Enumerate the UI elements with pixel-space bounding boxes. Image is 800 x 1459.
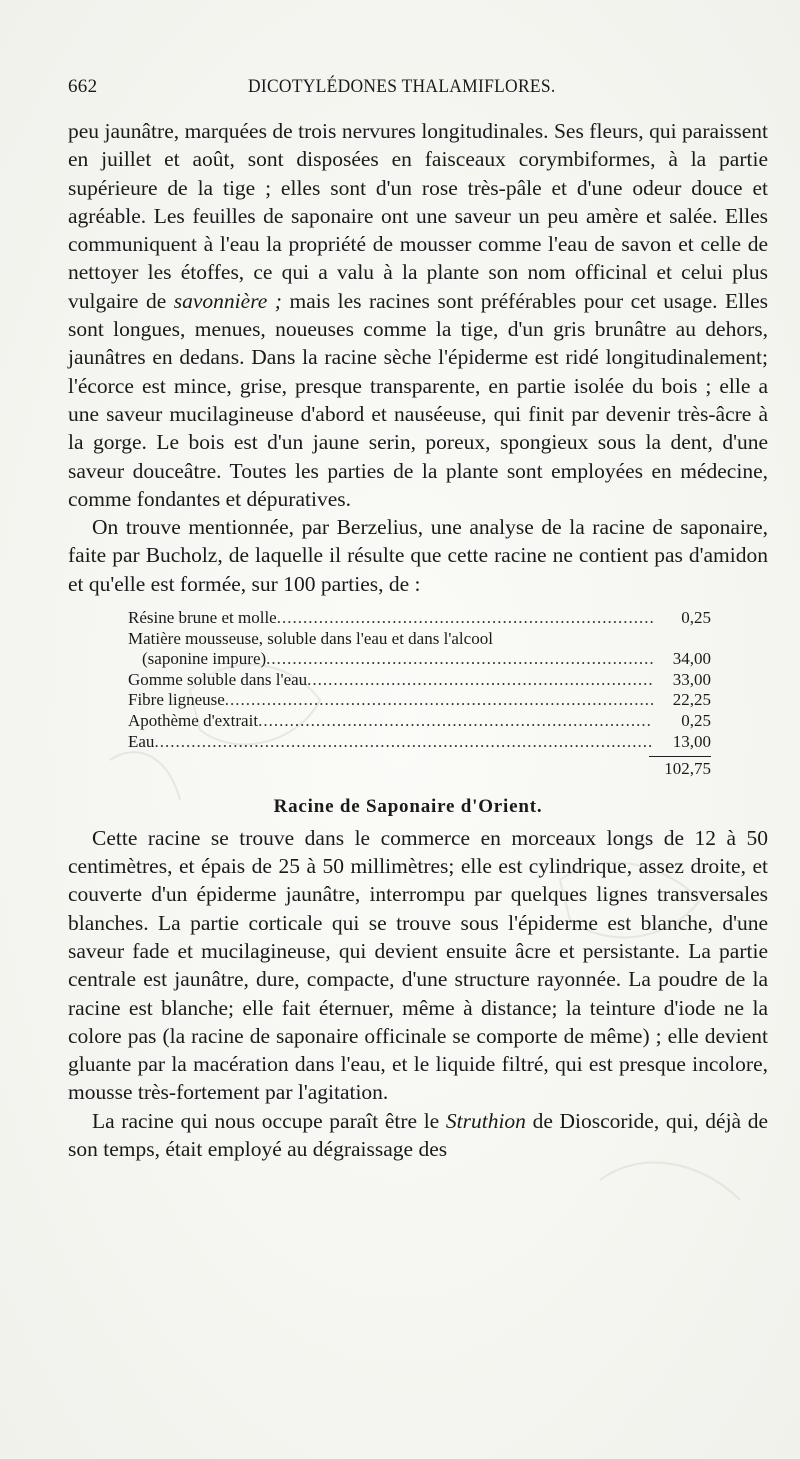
- row-label: Fibre ligneuse: [128, 690, 225, 710]
- paragraph-1-end: mais les racines sont préférables pour cet usage. Elles sont longues, menues, noueuses comme la tige, d'un gris brunâtre au dehors, jaunâtres en dedans. Dans la racine sèche l'épiderme est ridé longitudinalement; l'écorce est mince, grise, presque transparente, en partie isolée du bois ; elle a une saveur mucilagineuse d'abord et nauséeuse, qui finit par devenir très-âcre à la gorge. Le bois est d'un jaune serin, poreux, spongieux sous la dent, d'une saveur douceâtre. Toutes les parties de la plante sont employées en médecine, comme fondantes et dépuratives.: [68, 288, 769, 511]
- paragraph-1-italic: savonnière ;: [173, 288, 282, 313]
- paragraph-4-start: La racine qui nous occupe paraît être le: [92, 1108, 440, 1133]
- leader-dots: [277, 608, 653, 629]
- row-value: 0,25: [681, 711, 711, 731]
- running-title: DICOTYLÉDONES THALAMIFLORES.: [248, 76, 556, 97]
- paragraph-4: [68, 1107, 768, 1164]
- table-row: [128, 649, 711, 670]
- table-row: [128, 608, 711, 629]
- paragraph-4-italic: Struthion: [445, 1108, 526, 1133]
- row-value: 0,25: [681, 608, 711, 628]
- table-row: [128, 711, 711, 732]
- table-total: 102,75: [664, 759, 711, 779]
- table-row: [128, 732, 711, 753]
- analysis-table: [128, 608, 711, 780]
- paragraph-3: Cette racine se trouve dans le commerce en morceaux longs de 12 à 50 centimètres, et épais de 25 à 50 millimètres; elle est cylindrique, assez droite, et couverte d'un épiderme jaunâtre, interrompu par quelques lignes transversales blanches. La partie corticale qui se trouve sous l'épiderme est blanche, d'une saveur fade et mucilagineuse, qui devient ensuite âcre et persistante. La partie centrale est jaunâtre, dure, compacte, d'une structure rayonnée. La poudre de la racine est blanche; elle fait éternuer, même à distance; la teinture d'iode ne la colore pas (la racine de saponaire officinale se comporte de même) ; elle devient gluante par la macération dans l'eau, et le liquide filtré, qui est presque incolore, mousse très-fortement par l'agitation.: [68, 825, 768, 1105]
- paragraph-4-end: de Dioscoride, qui, déjà de son temps, était employé au dégraissage des: [68, 1108, 769, 1162]
- page-header: [68, 76, 748, 102]
- row-value: 33,00: [672, 669, 711, 689]
- leader-dots: [154, 732, 653, 753]
- row-value: 34,00: [672, 649, 711, 669]
- row-label: Matière mousseuse, soluble dans l'eau et dans l'alcool: [128, 628, 493, 648]
- leader-dots: [307, 670, 653, 691]
- row-label: Gomme soluble dans l'eau: [128, 669, 308, 689]
- row-label: Eau: [128, 731, 155, 751]
- row-value: 13,00: [672, 731, 711, 751]
- page-number: 662: [68, 76, 98, 97]
- section-title-text: Racine de Saponaire d'Orient.: [273, 795, 543, 817]
- paragraph-2: On trouve mentionnée, par Berzelius, une analyse de la racine de saponaire, faite par Bucholz, de laquelle il résulte que cette racine ne contient pas d'amidon et qu'elle est formée, sur 100 parties, de :: [68, 515, 768, 596]
- table-row: [128, 690, 711, 711]
- row-label: Apothème d'extrait: [128, 711, 259, 731]
- leader-dots: [266, 649, 653, 670]
- paragraph-1: [68, 117, 768, 513]
- leader-dots: [258, 711, 653, 732]
- row-label: (saponine impure): [142, 649, 267, 669]
- leader-dots: [225, 690, 653, 711]
- page-body: [68, 117, 768, 1163]
- row-label: Résine brune et molle: [128, 608, 277, 628]
- table-row: [128, 670, 711, 691]
- paragraph-1-text: peu jaunâtre, marquées de trois nervures longitudinales. Ses fleurs, qui paraissent en juillet et août, sont disposées en faisceaux corymbiformes, à la partie supérieure de la tige ; elles sont d'un rose très-pâle et d'une odeur douce et agréable. Les feuilles de saponaire ont une saveur un peu amère et salée. Elles communiquent à l'eau la propriété de mousser comme l'eau de savon et celle de nettoyer les étoffes, ce qui a valu à la plante son nom officinal et celui plus vulgaire de: [68, 119, 768, 313]
- row-value: 22,25: [672, 690, 711, 710]
- table-row: [128, 629, 711, 650]
- section-title: [68, 796, 768, 818]
